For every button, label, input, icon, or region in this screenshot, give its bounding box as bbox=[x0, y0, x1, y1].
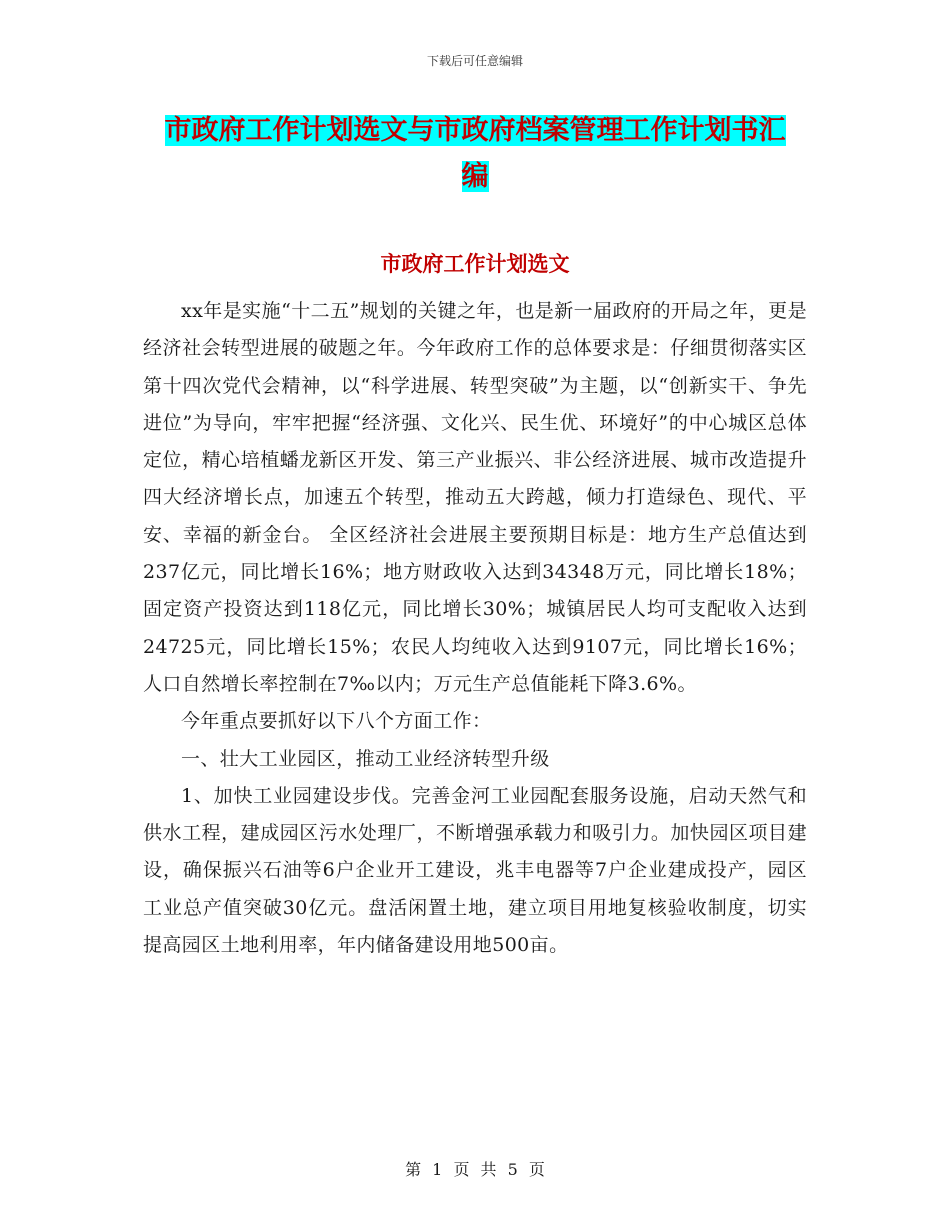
paragraph-park-construction: 1、加快工业园建设步伐。完善金河工业园配套服务设施，启动天然气和供水工程，建成园区污水处理厂，不断增强承载力和吸引力。加快园区项目建设，确保振兴石油等6户企业开工建设，兆丰电器等7户企业建成投产，园区工业总产值突破30亿元。盘活闲置土地，建立项目用地复核验收制度，切实提高园区土地利用率，年内储备建设用地500亩。 bbox=[143, 784, 807, 957]
document-title bbox=[150, 108, 800, 200]
paragraph-key-tasks: 今年重点要抓好以下八个方面工作： bbox=[181, 710, 492, 733]
page-number: 第 1 页 共 5 页 bbox=[405, 1160, 545, 1179]
paragraph-intro: xx年是实施“十二五”规划的关键之年，也是新一届政府的开局之年，更是经济社会转型进展的破题之年。今年政府工作的总体要求是：仔细贯彻落实区第十四次党代会精神，以“科学进展、转型突破”为主题，以“创新实干、争先进位”为导向，牢牢把握“经济强、文化兴、民生优、环境好”的中心城区总体定位，精心培植蟠龙新区开发、第三产业振兴、非公经济进展、城市改造提升四大经济增长点，加速五个转型，推动五大跨越，倾力打造绿色、现代、平安、幸福的新金台。 全区经济社会进展主要预期目标是：地方生产总值达到237亿元，同比增长16%；地方财政收入达到34348万元，同比增长18%；固定资产投资达到118亿元，同比增长30%；城镇居民人均可支配收入达到24725元，同比增长15%；农民人均纯收入达到9107元，同比增长16%；人口自然增长率控制在7‰以内；万元生产总值能耗下降3.6%。 bbox=[143, 300, 807, 695]
document-title-line-1: 市政府工作计划选文与市政府档案管理工作计划书汇 bbox=[164, 115, 786, 146]
paragraph-heading-industrial-park: 一、壮大工业园区，推动工业经济转型升级 bbox=[181, 747, 550, 770]
section-heading: 市政府工作计划选文 bbox=[380, 251, 570, 276]
document-title-line-2: 编 bbox=[461, 161, 489, 192]
page-header-note: 下载后可任意编辑 bbox=[426, 54, 523, 68]
document-body bbox=[143, 293, 807, 964]
